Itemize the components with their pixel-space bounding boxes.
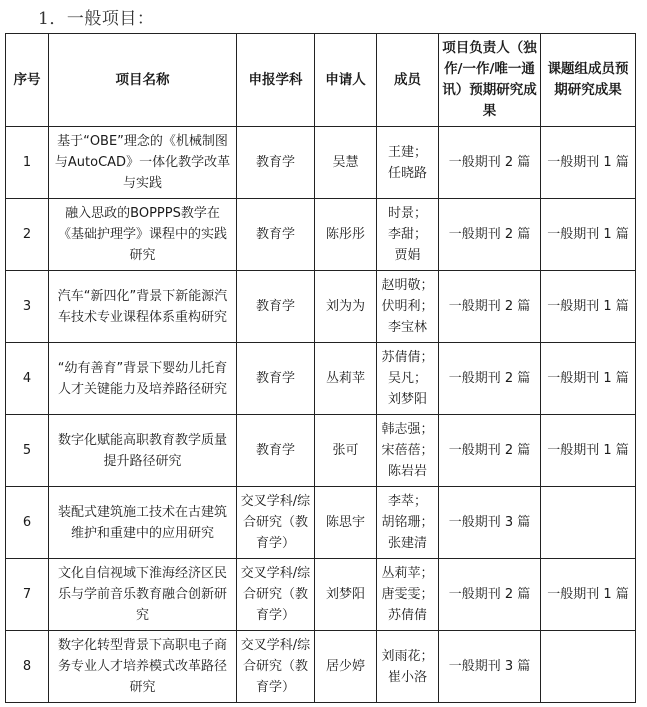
cell-group-output: [541, 631, 636, 703]
projects-table: [5, 33, 636, 703]
cell-group-output: 一般期刊 1 篇: [541, 271, 636, 343]
member-name: 李宝林: [387, 320, 427, 335]
cell-applicant: 吴慧: [315, 127, 377, 199]
member-name: 时景；: [387, 206, 427, 221]
member-name: 宋蓓蓓；: [381, 443, 434, 458]
cell-members: [377, 415, 439, 487]
col-header-applicant: 申请人: [315, 34, 377, 127]
table-row: [6, 487, 636, 559]
cell-leader-output: 一般期刊 3 篇: [439, 487, 541, 559]
cell-index: 8: [6, 631, 49, 703]
header-row: [6, 34, 636, 127]
cell-discipline: 交叉学科/综合研究（教育学）: [237, 631, 315, 703]
cell-group-output: 一般期刊 1 篇: [541, 199, 636, 271]
member-name: 刘雨花；: [381, 648, 434, 664]
col-header-index: 序号: [6, 34, 49, 127]
member-name: 王建；: [387, 144, 427, 160]
col-header-members: 成员: [377, 34, 439, 127]
cell-leader-output: 一般期刊 2 篇: [439, 415, 541, 487]
cell-index: 7: [6, 559, 49, 631]
cell-discipline: 教育学: [237, 127, 315, 199]
cell-group-output: 一般期刊 1 篇: [541, 415, 636, 487]
member-name: 刘梦阳: [387, 392, 427, 407]
cell-group-output: 一般期刊 1 篇: [541, 343, 636, 415]
cell-members: [377, 343, 439, 415]
cell-members: [377, 199, 439, 271]
member-name: 赵明敬；: [381, 278, 434, 293]
cell-group-output: [541, 487, 636, 559]
cell-index: 1: [6, 127, 49, 199]
cell-leader-output: 一般期刊 3 篇: [439, 631, 541, 703]
cell-group-output: 一般期刊 1 篇: [541, 559, 636, 631]
cell-discipline: 教育学: [237, 343, 315, 415]
cell-applicant: 陈思宇: [315, 487, 377, 559]
member-name: 吴凡；: [387, 371, 427, 386]
member-name: 丛莉苹；: [381, 566, 434, 581]
section-heading: 1．一般项目：: [38, 9, 155, 29]
cell-applicant: 丛莉苹: [315, 343, 377, 415]
cell-discipline: 交叉学科/综合研究（教育学）: [237, 559, 315, 631]
cell-discipline: 教育学: [237, 415, 315, 487]
cell-leader-output: 一般期刊 2 篇: [439, 127, 541, 199]
member-name: 贾娟: [394, 248, 421, 263]
cell-applicant: 居少婷: [315, 631, 377, 703]
cell-members: [377, 487, 439, 559]
table-row: [6, 127, 636, 199]
table-row: [6, 199, 636, 271]
cell-index: 3: [6, 271, 49, 343]
cell-index: 5: [6, 415, 49, 487]
cell-project-name: 数字化赋能高职教育教学质量提升路径研究: [49, 415, 237, 487]
member-name: 张建清: [387, 536, 427, 551]
cell-applicant: 张可: [315, 415, 377, 487]
member-name: 任晓路: [387, 165, 427, 181]
cell-members: [377, 559, 439, 631]
table-row: [6, 415, 636, 487]
cell-members: [377, 127, 439, 199]
col-header-discipline: 申报学科: [237, 34, 315, 127]
cell-group-output: 一般期刊 1 篇: [541, 127, 636, 199]
table-row: [6, 343, 636, 415]
table-row: [6, 271, 636, 343]
cell-project-name: 文化自信视域下淮海经济区民乐与学前音乐教育融合创新研究: [49, 559, 237, 631]
cell-leader-output: 一般期刊 2 篇: [439, 199, 541, 271]
cell-discipline: 教育学: [237, 271, 315, 343]
col-header-group-output: 课题组成员预期研究成果: [541, 34, 636, 127]
member-name: 胡铭珊；: [381, 515, 434, 530]
cell-leader-output: 一般期刊 2 篇: [439, 271, 541, 343]
cell-project-name: “幼有善育”背景下婴幼儿托育人才关键能力及培养路径研究: [49, 343, 237, 415]
cell-project-name: 融入思政的BOPPPS教学在《基础护理学》课程中的实践研究: [49, 199, 237, 271]
cell-leader-output: 一般期刊 2 篇: [439, 343, 541, 415]
member-name: 李萃；: [387, 494, 427, 509]
member-name: 韩志强；: [381, 422, 434, 437]
member-name: 苏倩倩；: [381, 350, 434, 365]
cell-discipline: 交叉学科/综合研究（教育学）: [237, 487, 315, 559]
col-header-name: 项目名称: [49, 34, 237, 127]
cell-index: 2: [6, 199, 49, 271]
cell-leader-output: 一般期刊 2 篇: [439, 559, 541, 631]
member-name: 唐雯雯；: [381, 587, 434, 602]
table-row: [6, 631, 636, 703]
member-name: 崔小洛: [387, 669, 427, 685]
cell-members: [377, 271, 439, 343]
cell-project-name: 装配式建筑施工技术在古建筑维护和重建中的应用研究: [49, 487, 237, 559]
cell-discipline: 教育学: [237, 199, 315, 271]
member-name: 苏倩倩: [387, 608, 427, 623]
cell-project-name: 数字化转型背景下高职电子商务专业人才培养模式改革路径研究: [49, 631, 237, 703]
col-header-leader-output: 项目负责人（独作/一作/唯一通讯）预期研究成果: [439, 34, 541, 127]
cell-project-name: 汽车“新四化”背景下新能源汽车技术专业课程体系重构研究: [49, 271, 237, 343]
member-name: 伏明利；: [381, 299, 434, 314]
cell-index: 6: [6, 487, 49, 559]
member-name: 李甜；: [387, 227, 427, 242]
cell-applicant: 刘为为: [315, 271, 377, 343]
cell-index: 4: [6, 343, 49, 415]
cell-applicant: 陈彤彤: [315, 199, 377, 271]
cell-members: [377, 631, 439, 703]
cell-applicant: 刘梦阳: [315, 559, 377, 631]
cell-project-name: 基于“OBE”理念的《机械制图与AutoCAD》一体化教学改革与实践: [49, 127, 237, 199]
member-name: 陈岩岩: [387, 464, 427, 479]
table-row: [6, 559, 636, 631]
